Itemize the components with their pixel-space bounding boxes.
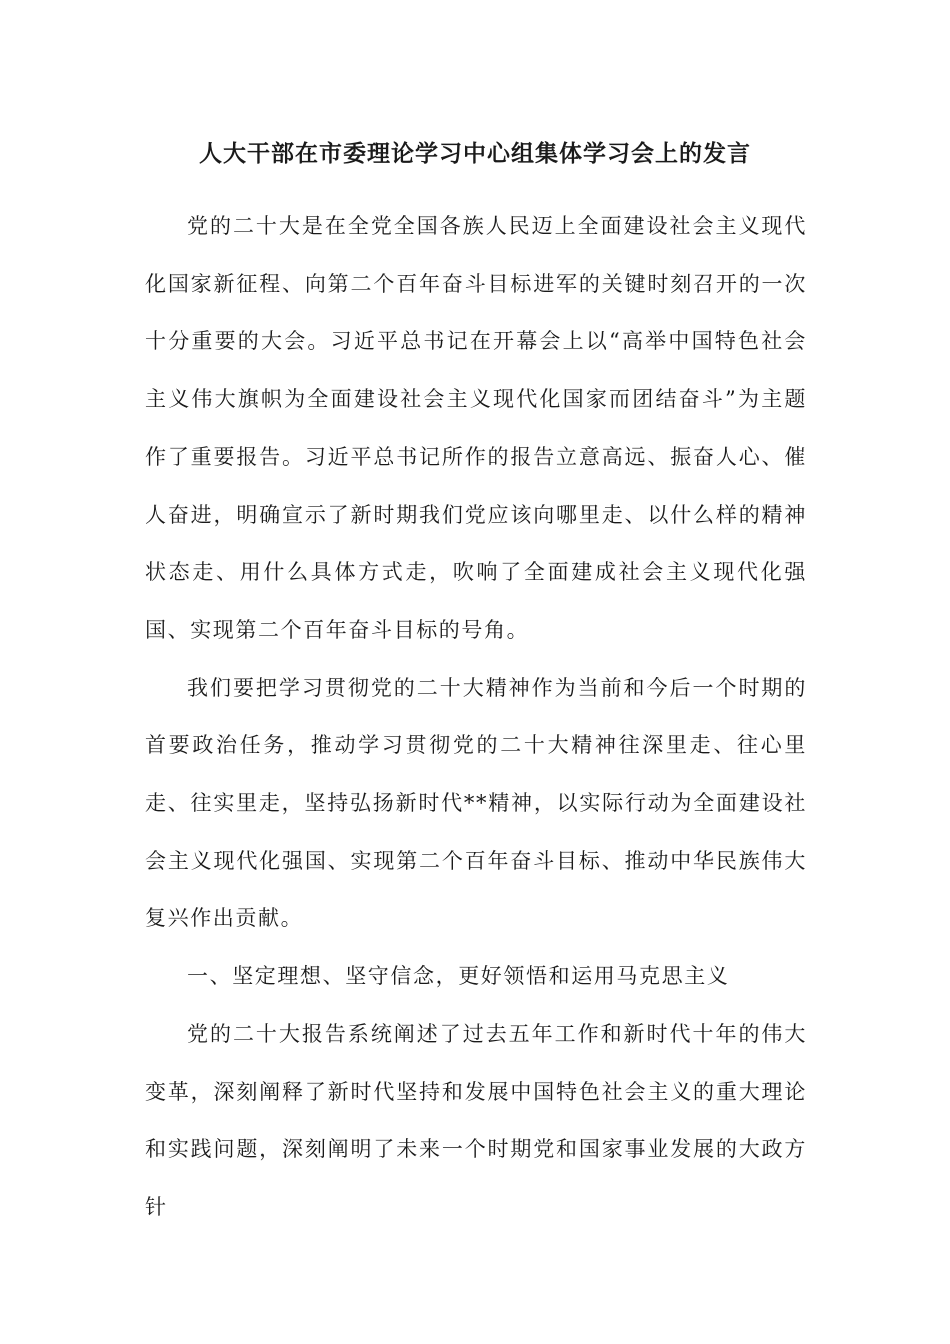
paragraph-intro: 党的二十大是在全党全国各族人民迈上全面建设社会主义现代化国家新征程、向第二个百年奋斗目标进军的关键时刻召开的一次十分重要的大会。习近平总书记在开幕会上以“高举中国特色社会主义伟大旗帜为全面建设社会主义现代化国家而团结奋斗”为主题作了重要报告。习近平总书记所作的报告立意高远、振奋人心、催人奋进，明确宣示了新时期我们党应该向哪里走、以什么样的精神状态走、用什么具体方式走，吹响了全面建成社会主义现代化强国、实现第二个百年奋斗目标的号角。: [145, 214, 807, 642]
section-heading-1: 一、坚定理想、坚守信念，更好领悟和运用马克思主义: [187, 964, 730, 989]
document-title: 人大干部在市委理论学习中心组集体学习会上的发言: [199, 140, 751, 167]
paragraph-section-1: 党的二十大报告系统阐述了过去五年工作和新时代十年的伟大变革，深刻阐释了新时代坚持和发展中国特色社会主义的重大理论和实践问题，深刻阐明了未来一个时期党和国家事业发展的大政方针: [145, 1021, 807, 1219]
document-body: [145, 198, 807, 1237]
paragraph-task: 我们要把学习贯彻党的二十大精神作为当前和今后一个时期的首要政治任务，推动学习贯彻党的二十大精神往深里走、往心里走、往实里走，坚持弘扬新时代**精神，以实际行动为全面建设社会主义现代化强国、实现第二个百年奋斗目标、推动中华民族伟大复兴作出贡献。: [145, 675, 807, 931]
